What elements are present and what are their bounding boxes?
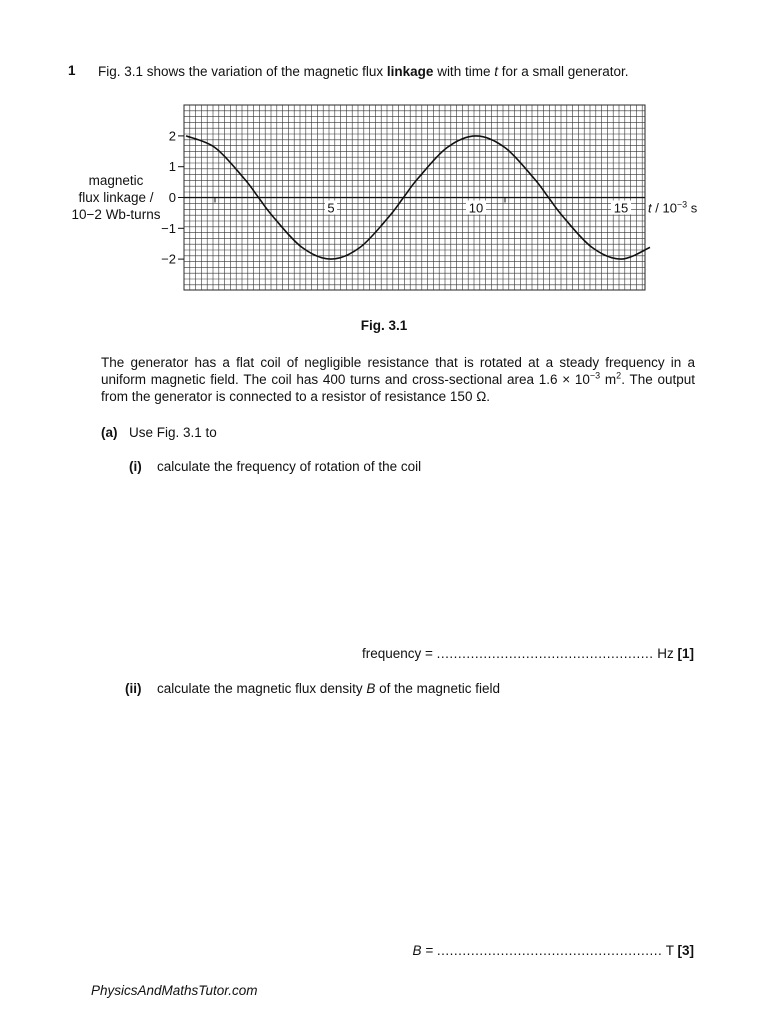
y-tick-label: 0 — [168, 190, 176, 205]
x-tick-label: 10 — [468, 200, 484, 216]
b-marks: [3] — [677, 943, 694, 958]
frequency-unit: Hz — [657, 646, 674, 661]
intro-text-3: for a small generator. — [497, 64, 629, 79]
sub-ii-text-2: of the magnetic field — [375, 681, 500, 696]
sub-i-label: (i) — [129, 459, 142, 474]
paragraph-text-1: The generator has a flat coil of negligible resistance that is rotated at a steady frequency in a uniform magnetic field. The coil has 400 turns and cross-sectional area 1.6 × 10 — [101, 355, 695, 387]
sub-ii-text-1: calculate the magnetic flux density — [157, 681, 367, 696]
frequency-marks: [1] — [677, 646, 694, 661]
paragraph-text-2: . The output from the generator is connected to a resistor of resistance 150 Ω. — [101, 372, 695, 404]
sub-ii-label: (ii) — [125, 681, 142, 696]
y-tick-label: 2 — [168, 128, 176, 144]
sub-ii-text — [157, 680, 500, 697]
b-label: B = — [412, 943, 437, 958]
part-a-label: (a) — [101, 425, 118, 440]
footer-source: PhysicsAndMathsTutor.com — [91, 983, 258, 998]
x-axis-label: t / $10^{-3}$ s — [648, 199, 698, 216]
x-tick-label: 5 — [327, 200, 335, 216]
sub-ii-var-b: B — [366, 681, 376, 696]
paragraph-exp-1: −3 — [589, 370, 601, 381]
ylabel-line-1: magnetic — [88, 173, 144, 188]
frequency-label: frequency = — [362, 646, 437, 661]
figure-caption: Fig. 3.1 — [360, 318, 408, 333]
frequency-answer-field[interactable]: ................................................... — [436, 646, 654, 661]
frequency-answer-line — [362, 646, 694, 661]
ylabel-line-2: flux linkage / — [78, 190, 154, 205]
paragraph-unit: m — [600, 372, 617, 387]
intro-text-2: with time — [433, 64, 495, 79]
y-tick-label: −1 — [161, 220, 176, 236]
question-paragraph — [101, 354, 695, 405]
flux-linkage-chart — [0, 0, 768, 320]
y-tick-label: 1 — [168, 159, 176, 175]
intro-var-t: t — [494, 64, 498, 79]
sub-i-text: calculate the frequency of rotation of the coil — [157, 459, 422, 474]
y-tick-label: −2 — [161, 251, 176, 267]
b-answer-line — [413, 943, 694, 958]
part-a-text: Use Fig. 3.1 to — [129, 425, 217, 440]
b-unit: T — [665, 943, 674, 958]
intro-text-1: Fig. 3.1 shows the variation of the magnetic flux — [98, 64, 387, 79]
paragraph-exp-2: 2 — [616, 370, 622, 381]
intro-bold-word: linkage — [386, 64, 434, 79]
b-answer-field[interactable]: ..................................................... — [436, 943, 663, 958]
ylabel-line-3: 10−2 Wb-turns — [71, 207, 161, 222]
question-number: 1 — [68, 63, 76, 78]
x-tick-label: 15 — [613, 200, 629, 216]
